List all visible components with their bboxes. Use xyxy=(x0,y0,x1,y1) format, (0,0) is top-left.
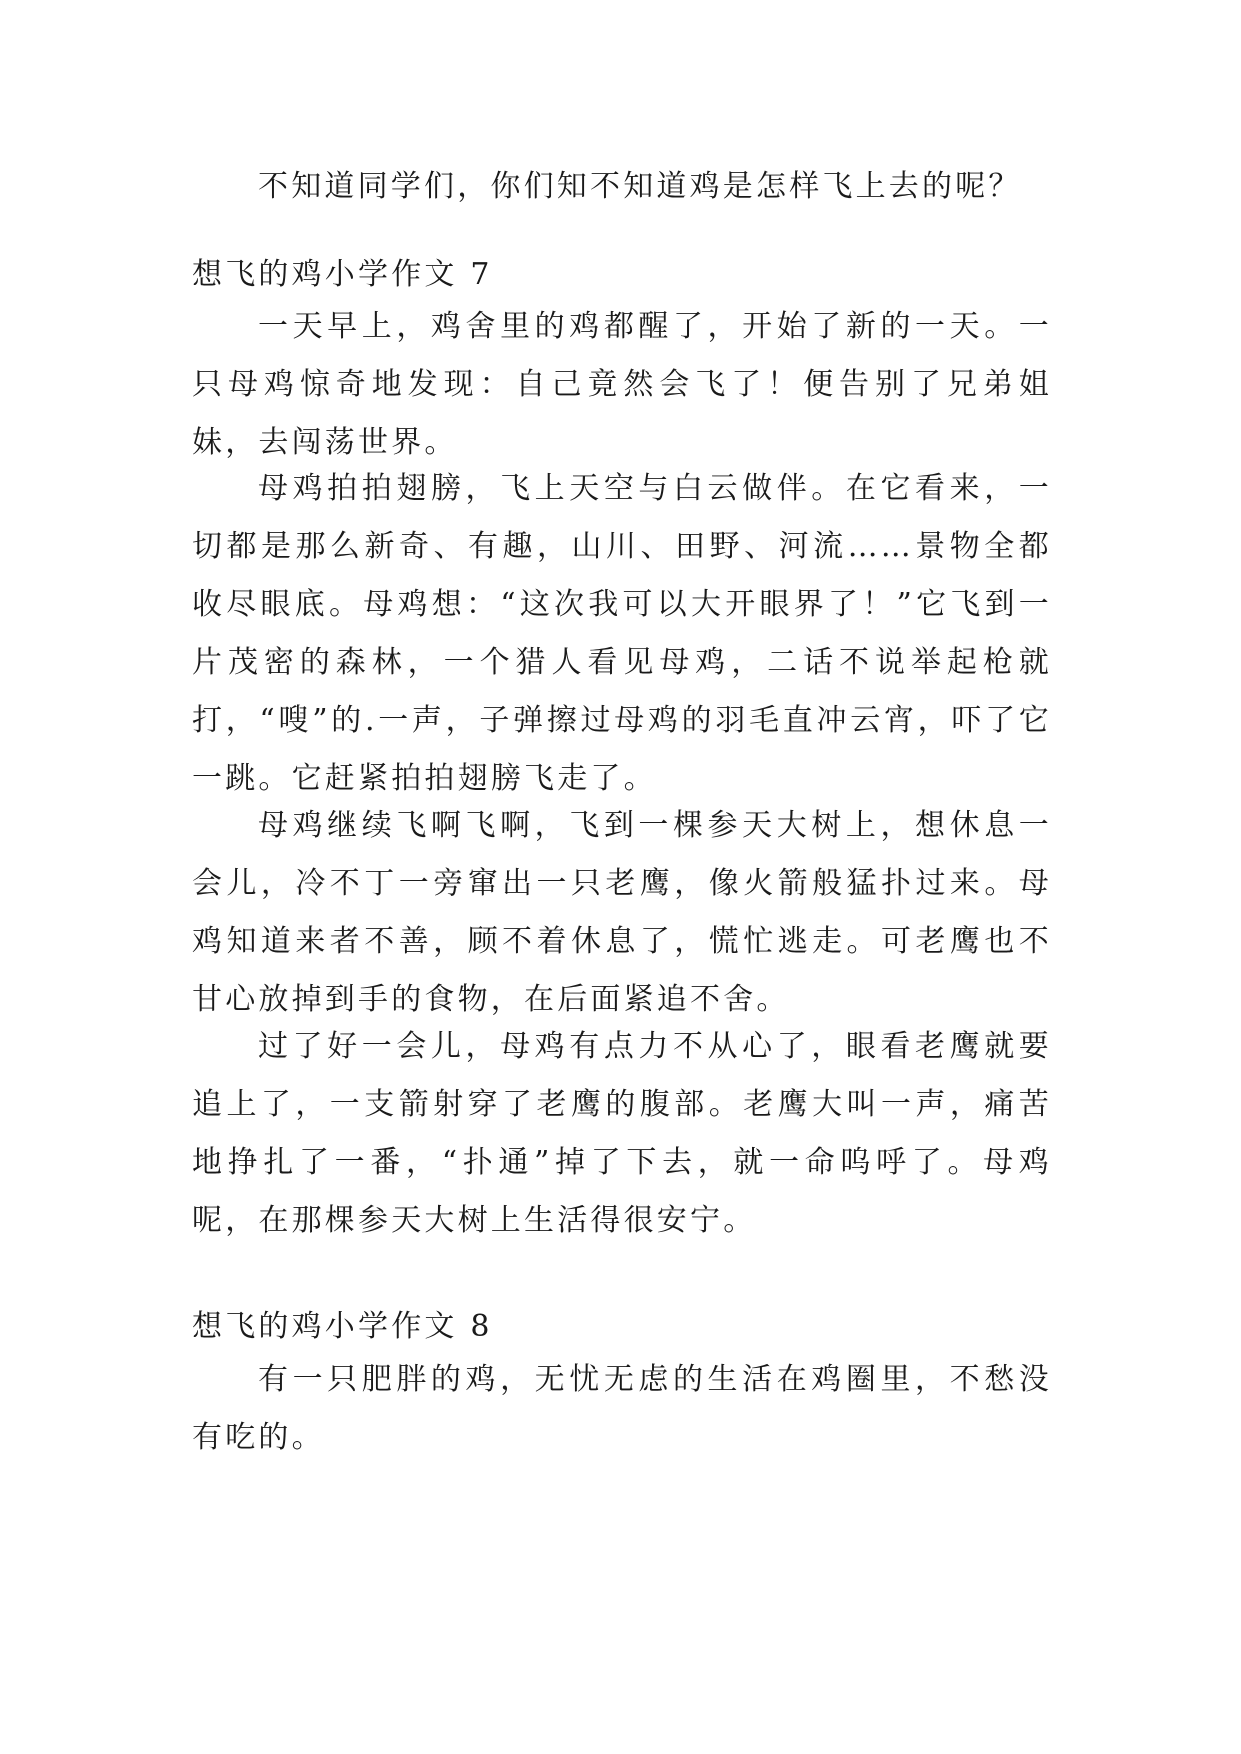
section-8-paragraph-1: 有一只肥胖的鸡，无忧无虑的生活在鸡圈里，不愁没有吃的。 xyxy=(192,1362,1052,1455)
intro-paragraph: 不知道同学们，你们知不知道鸡是怎样飞上去的呢？ xyxy=(258,169,1022,204)
section-7-paragraph-3: 母鸡继续飞啊飞啊，飞到一棵参天大树上，想休息一会儿，冷不丁一旁窜出一只老鹰，像火箭般猛扑过来。母鸡知道来者不善，顾不着休息了，慌忙逃走。可老鹰也不甘心放掉到手的食物，在后面紧追不舍。 xyxy=(192,808,1052,1017)
section-8-title: 想飞的鸡小学作文 8 xyxy=(192,1309,493,1344)
section-7-paragraph-1: 一天早上，鸡舍里的鸡都醒了，开始了新的一天。一只母鸡惊奇地发现：自己竟然会飞了！便告别了兄弟姐妹，去闯荡世界。 xyxy=(192,309,1052,460)
section-7-title: 想飞的鸡小学作文 7 xyxy=(192,257,493,292)
section-7-paragraph-2: 母鸡拍拍翅膀，飞上天空与白云做伴。在它看来，一切都是那么新奇、有趣，山川、田野、河流……景物全都收尽眼底。母鸡想：“这次我可以大开眼界了！”它飞到一片茂密的森林，一个猎人看见母鸡，二话不说举起枪就打，“嗖”的.一声，子弹擦过母鸡的羽毛直冲云宵，吓了它一跳。它赶紧拍拍翅膀飞走了。 xyxy=(192,471,1052,796)
section-7-paragraph-4: 过了好一会儿，母鸡有点力不从心了，眼看老鹰就要追上了，一支箭射穿了老鹰的腹部。老鹰大叫一声，痛苦地挣扎了一番，“扑通”掉了下去，就一命呜呼了。母鸡呢，在那棵参天大树上生活得很安宁。 xyxy=(192,1029,1052,1238)
